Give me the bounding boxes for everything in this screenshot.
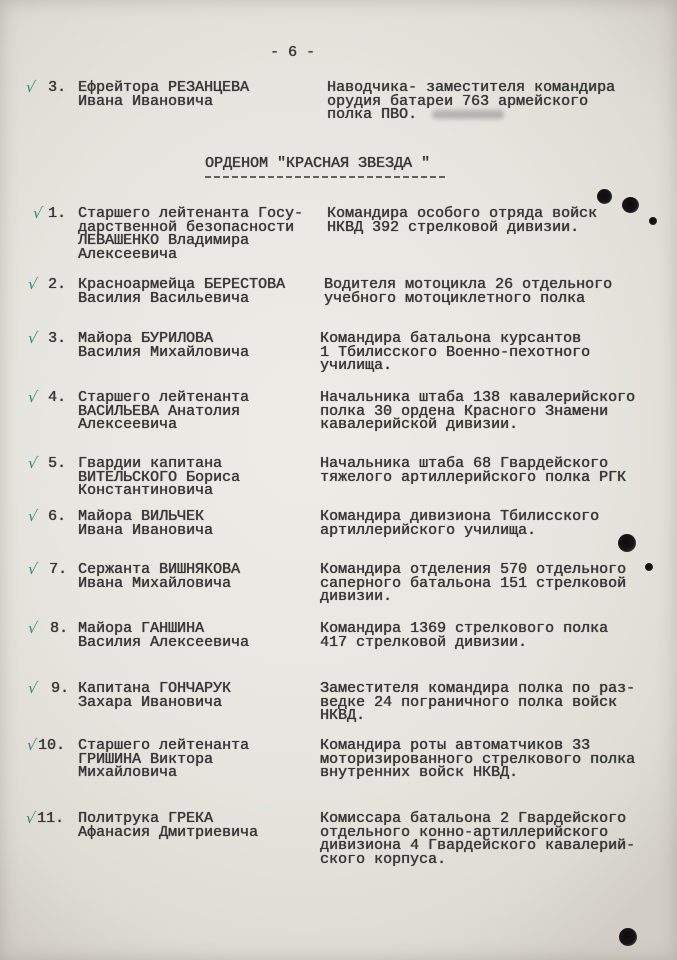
awardee-position: Командира роты автоматчиков 33 моторизированного стрелкового полка внутренних войск НКВД. (320, 737, 636, 781)
checkmark-icon: √ (25, 736, 38, 754)
heading-underline (205, 176, 445, 178)
award-entry (0, 619, 677, 682)
awardee-position: Командира особого отряда войск НКВД 392 стрелковой дивизии. (327, 205, 598, 236)
punch-hole (618, 534, 636, 552)
awardee-name: Старшего лейтенанта ГРИШИНА Виктора Михайловича (78, 737, 250, 781)
award-entry (0, 560, 677, 623)
page-number: - 6 - (270, 44, 316, 61)
entry-number: 3. (48, 79, 67, 96)
awardee-position: Водителя мотоцикла 26 отдельного учебного мотоциклетного полка (324, 276, 613, 307)
entry-number: 2. (48, 276, 67, 293)
awardee-position: Командира 1369 стрелкового полка 417 стрелковой дивизии. (320, 620, 609, 651)
entry-number: 7. (49, 561, 68, 578)
ink-smudge (432, 110, 504, 119)
awardee-name: Гвардии капитана ВИТЕЛЬСКОГО Бориса Константиновича (78, 455, 241, 499)
award-entry (0, 204, 677, 267)
punch-hole (622, 197, 639, 213)
entry-number: 3. (48, 330, 67, 347)
award-entry (0, 809, 677, 872)
awardee-position: Наводчика- заместителя командира орудия батареи 763 армейского полка ПВО. (327, 79, 616, 123)
award-entry (0, 275, 677, 338)
checkmark-icon: √ (31, 204, 44, 222)
checkmark-icon: √ (26, 454, 39, 472)
entry-number: 11. (37, 810, 65, 827)
awardee-name: Старшего лейтенанта ВАСИЛЬЕВА Анатолия Алексеевича (78, 389, 250, 433)
checkmark-icon: √ (26, 275, 39, 293)
awardee-name: Политрука ГРЕКА Афанасия Дмитриевича (78, 810, 259, 841)
awardee-name: Красноармейца БЕРЕСТОВА Василия Васильевича (78, 276, 286, 307)
entry-number: 4. (48, 389, 67, 406)
award-entry (0, 329, 677, 392)
checkmark-icon: √ (24, 809, 37, 827)
punch-hole (645, 563, 653, 571)
punch-hole (619, 928, 637, 946)
checkmark-icon: √ (26, 560, 39, 578)
checkmark-icon: √ (26, 329, 39, 347)
entry-number: 6. (48, 508, 67, 525)
awardee-name: Майора БУРИЛОВА Василия Михайловича (78, 330, 250, 361)
awardee-position: Комиссара батальона 2 Гвардейского отдельного конно-артиллерийского дивизиона 4 Гвардейского кавалерий- ского корпуса. (320, 810, 636, 868)
awardee-position: Командира дивизиона Тбилисского артиллерийского училища. (320, 508, 600, 539)
section-heading: ОРДЕНОМ "КРАСНАЯ ЗВЕЗДА " (205, 155, 431, 172)
awardee-name: Майора ВИЛЬЧЕК Ивана Ивановича (78, 508, 214, 539)
awardee-name: Ефрейтора РЕЗАНЦЕВА Ивана Ивановича (78, 79, 250, 110)
entry-number: 10. (38, 737, 66, 754)
checkmark-icon: √ (26, 388, 39, 406)
entry-number: 1. (48, 205, 67, 222)
award-entry (0, 736, 677, 799)
awardee-name: Майора ГАНШИНА Василия Алексеевича (78, 620, 250, 651)
awardee-name: Капитана ГОНЧАРУК Захара Ивановича (78, 680, 232, 711)
punch-hole (649, 217, 657, 225)
awardee-name: Старшего лейтенанта Госу- дарственной безопасности ЛЕВАШЕНКО Владимира Алексеевича (78, 205, 304, 263)
entry-number: 9. (51, 680, 70, 697)
checkmark-icon: √ (24, 78, 37, 96)
awardee-position: Командира отделения 570 отдельного саперного батальона 151 стрелковой дивизии. (320, 561, 627, 605)
awardee-position: Командира батальона курсантов 1 Тбилисского Военно-пехотного училища. (320, 330, 591, 374)
awardee-position: Начальника штаба 68 Гвардейского тяжелого артиллерийского полка РГК (320, 455, 627, 486)
awardee-position: Начальника штаба 138 кавалерийского полка 30 ордена Красного Знамени кавалерийской дивизии. (320, 389, 636, 433)
entry-number: 5. (48, 455, 67, 472)
award-entry (0, 388, 677, 451)
award-entry (0, 679, 677, 742)
checkmark-icon: √ (26, 507, 39, 525)
punch-hole (597, 189, 612, 204)
checkmark-icon: √ (26, 679, 39, 697)
awardee-name: Сержанта ВИШНЯКОВА Ивана Михайловича (78, 561, 241, 592)
awardee-position: Заместителя командира полка по раз- ведке 24 пограничного полка войск НКВД. (320, 680, 636, 724)
award-entry (0, 78, 677, 141)
entry-number: 8. (50, 620, 69, 637)
checkmark-icon: √ (26, 619, 39, 637)
